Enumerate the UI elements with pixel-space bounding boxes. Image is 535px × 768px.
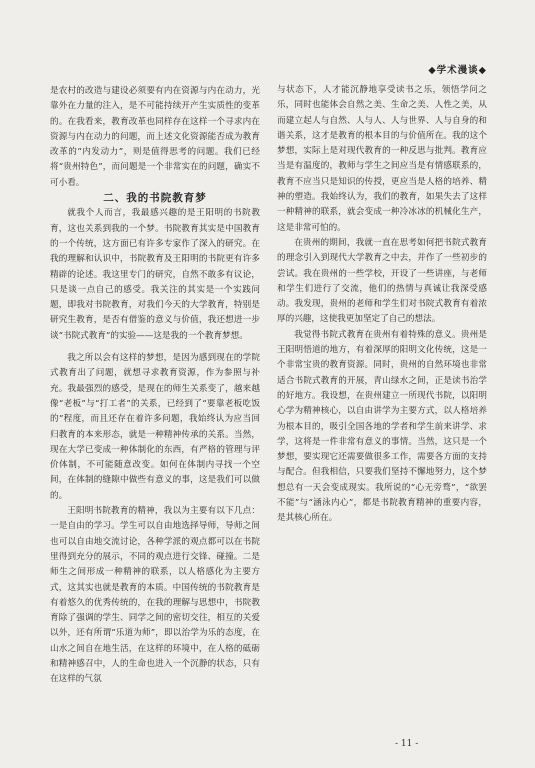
section-heading: 二、我的书院教育梦 (103, 192, 207, 205)
body-paragraph: 王阳明书院教育的精神，我以为主要有以下几点：一是自由的学习。学生可以自由地选择导师，导师之间也可以自由地交流讨论，各种学派的观点都可以在书院里得到充分的展示，不同的观点进行交锋、碰撞。二是师生之间形成一种精神的联系，以人格感化为主要方式，这其实也就是教育的本质。中国传统的书院教育是有着悠久的优秀传统的，在我的理解与思想中，书院教育除了强调的学生、同学之间的密切交往，相互的关爱以外，还有所谓“乐道为师”，即以治学为乐的态度，在山水之间自在地生活，在这样的环境中，在人格的砥砺和精神感召中，人的生命也进入一个沉静的状态，只有在这样的气氛 (50, 506, 260, 685)
body-paragraph: 就我个人而言，我最感兴趣的是王阳明的书院教育，这也关系到我的一个梦。书院教育其实是中国教育的一个传统，这方面已有许多专家作了深入的研究。在我的理解和认识中，书院教育及王阳明的书院更有许多精辟的论述。我这里专门的研究，自然不敢多有议论，只是谈一点自己的感受。我关注的其实是一个实践问题，即我对书院教育，对我们今天的大学教育，特别是研究生教育，是否有借鉴的意义与价值，我还想进一步谈“书院式教育”的实验——这是我的一个教育梦想。 (50, 208, 260, 341)
body-paragraph: 我觉得书院式教育在贵州有着特殊的意义。贵州是王阳明悟道的地方，有着深厚的阳明文化传统，这是一个非常宝贵的教育资源。同时，贵州的自然环境也非常适合书院式教育的开展，青山绿水之间，正是读书治学的好地方。我设想，在贵州建立一所现代书院，以阳明心学为精神核心，以自由讲学为主要方式，以人格培养为根本目的，吸引全国各地的学者和学生前来讲学、求学，这将是一件非常有意义的事情。当然，这只是一个梦想，要实现它还需要做很多工作，需要各方面的支持与配合。但我相信，只要我们坚持不懈地努力，这个梦想总有一天会变成现实。我所说的“心无旁骛”，“欲罢不能”与“涵泳内心”，都是书院教育精神的重要内容，是其核心所在。 (277, 329, 487, 524)
left-column (50, 84, 260, 688)
body-paragraph: 与状态下，人才能沉静地享受读书之乐，领悟学问之乐，同时也能体会自然之美、生命之美、人性之美，从而建立起人与自然、人与人、人与世界、人与自身的和谐关系，这才是教育的根本目的与价值所在。我的这个梦想，实际上是对现代教育的一种反思与批判。教育应当是有温度的，教师与学生之间应当是有情感联系的，教育不应当只是知识的传授，更应当是人格的培养、精神的塑造。我始终认为，我们的教育，如果失去了这样一种精神的联系，就会变成一种冷冰冰的机械化生产，这是非常可怕的。 (277, 85, 487, 233)
body-paragraph: 是农村的改造与建设必须要有内在资源与内在动力，光靠外在力量的注入，是不可能持续开产生实质性的变革的。在我看来，教育改革也同样存在这样一个寻求内在资源与内在动力的问题，而上述文化资源能否成为教育改革的“内发动力”，则是值得思考的问题。我们已经将“贵州特色”，而问题是一个非常实在的问题，确实不可小看。 (50, 86, 260, 188)
page-number: - 11 - (395, 739, 419, 749)
section-header: ◆学术漫谈◆ (428, 65, 487, 76)
body-paragraph: 我之所以会有这样的梦想，是因为感到现在的学院式教育出了问题，就想寻求教育资源，作为参照与补充。我最强烈的感受，是现在的师生关系变了，越来越像“老板”与“打工者”的关系，已经到了“要靠老板吃饭的”程度，而且还存在着许多问题，我始终认为应当回归教育的本来形态，就是一种精神传承的关系。当然，现在大学已变成一种体制化的东西，有严格的管理与评价体制，不可能随意改变。如何在体制内寻找一个空间，在体制的缝隙中做些有意义的事，这是我们可以做的。 (50, 353, 260, 501)
right-column (277, 83, 487, 527)
body-paragraph: 在贵州的期间，我就一直在思考如何把书院式教育的理念引入到现代大学教育之中去，并作了一些初步的尝试。我在贵州的一些学校，开设了一些讲座，与老师和学生们进行了交流，他们的热情与真诚让我深受感动。我发现，贵州的老师和学生们对书院式教育有着浓厚的兴趣，这使我更加坚定了自己的想法。 (277, 237, 487, 325)
